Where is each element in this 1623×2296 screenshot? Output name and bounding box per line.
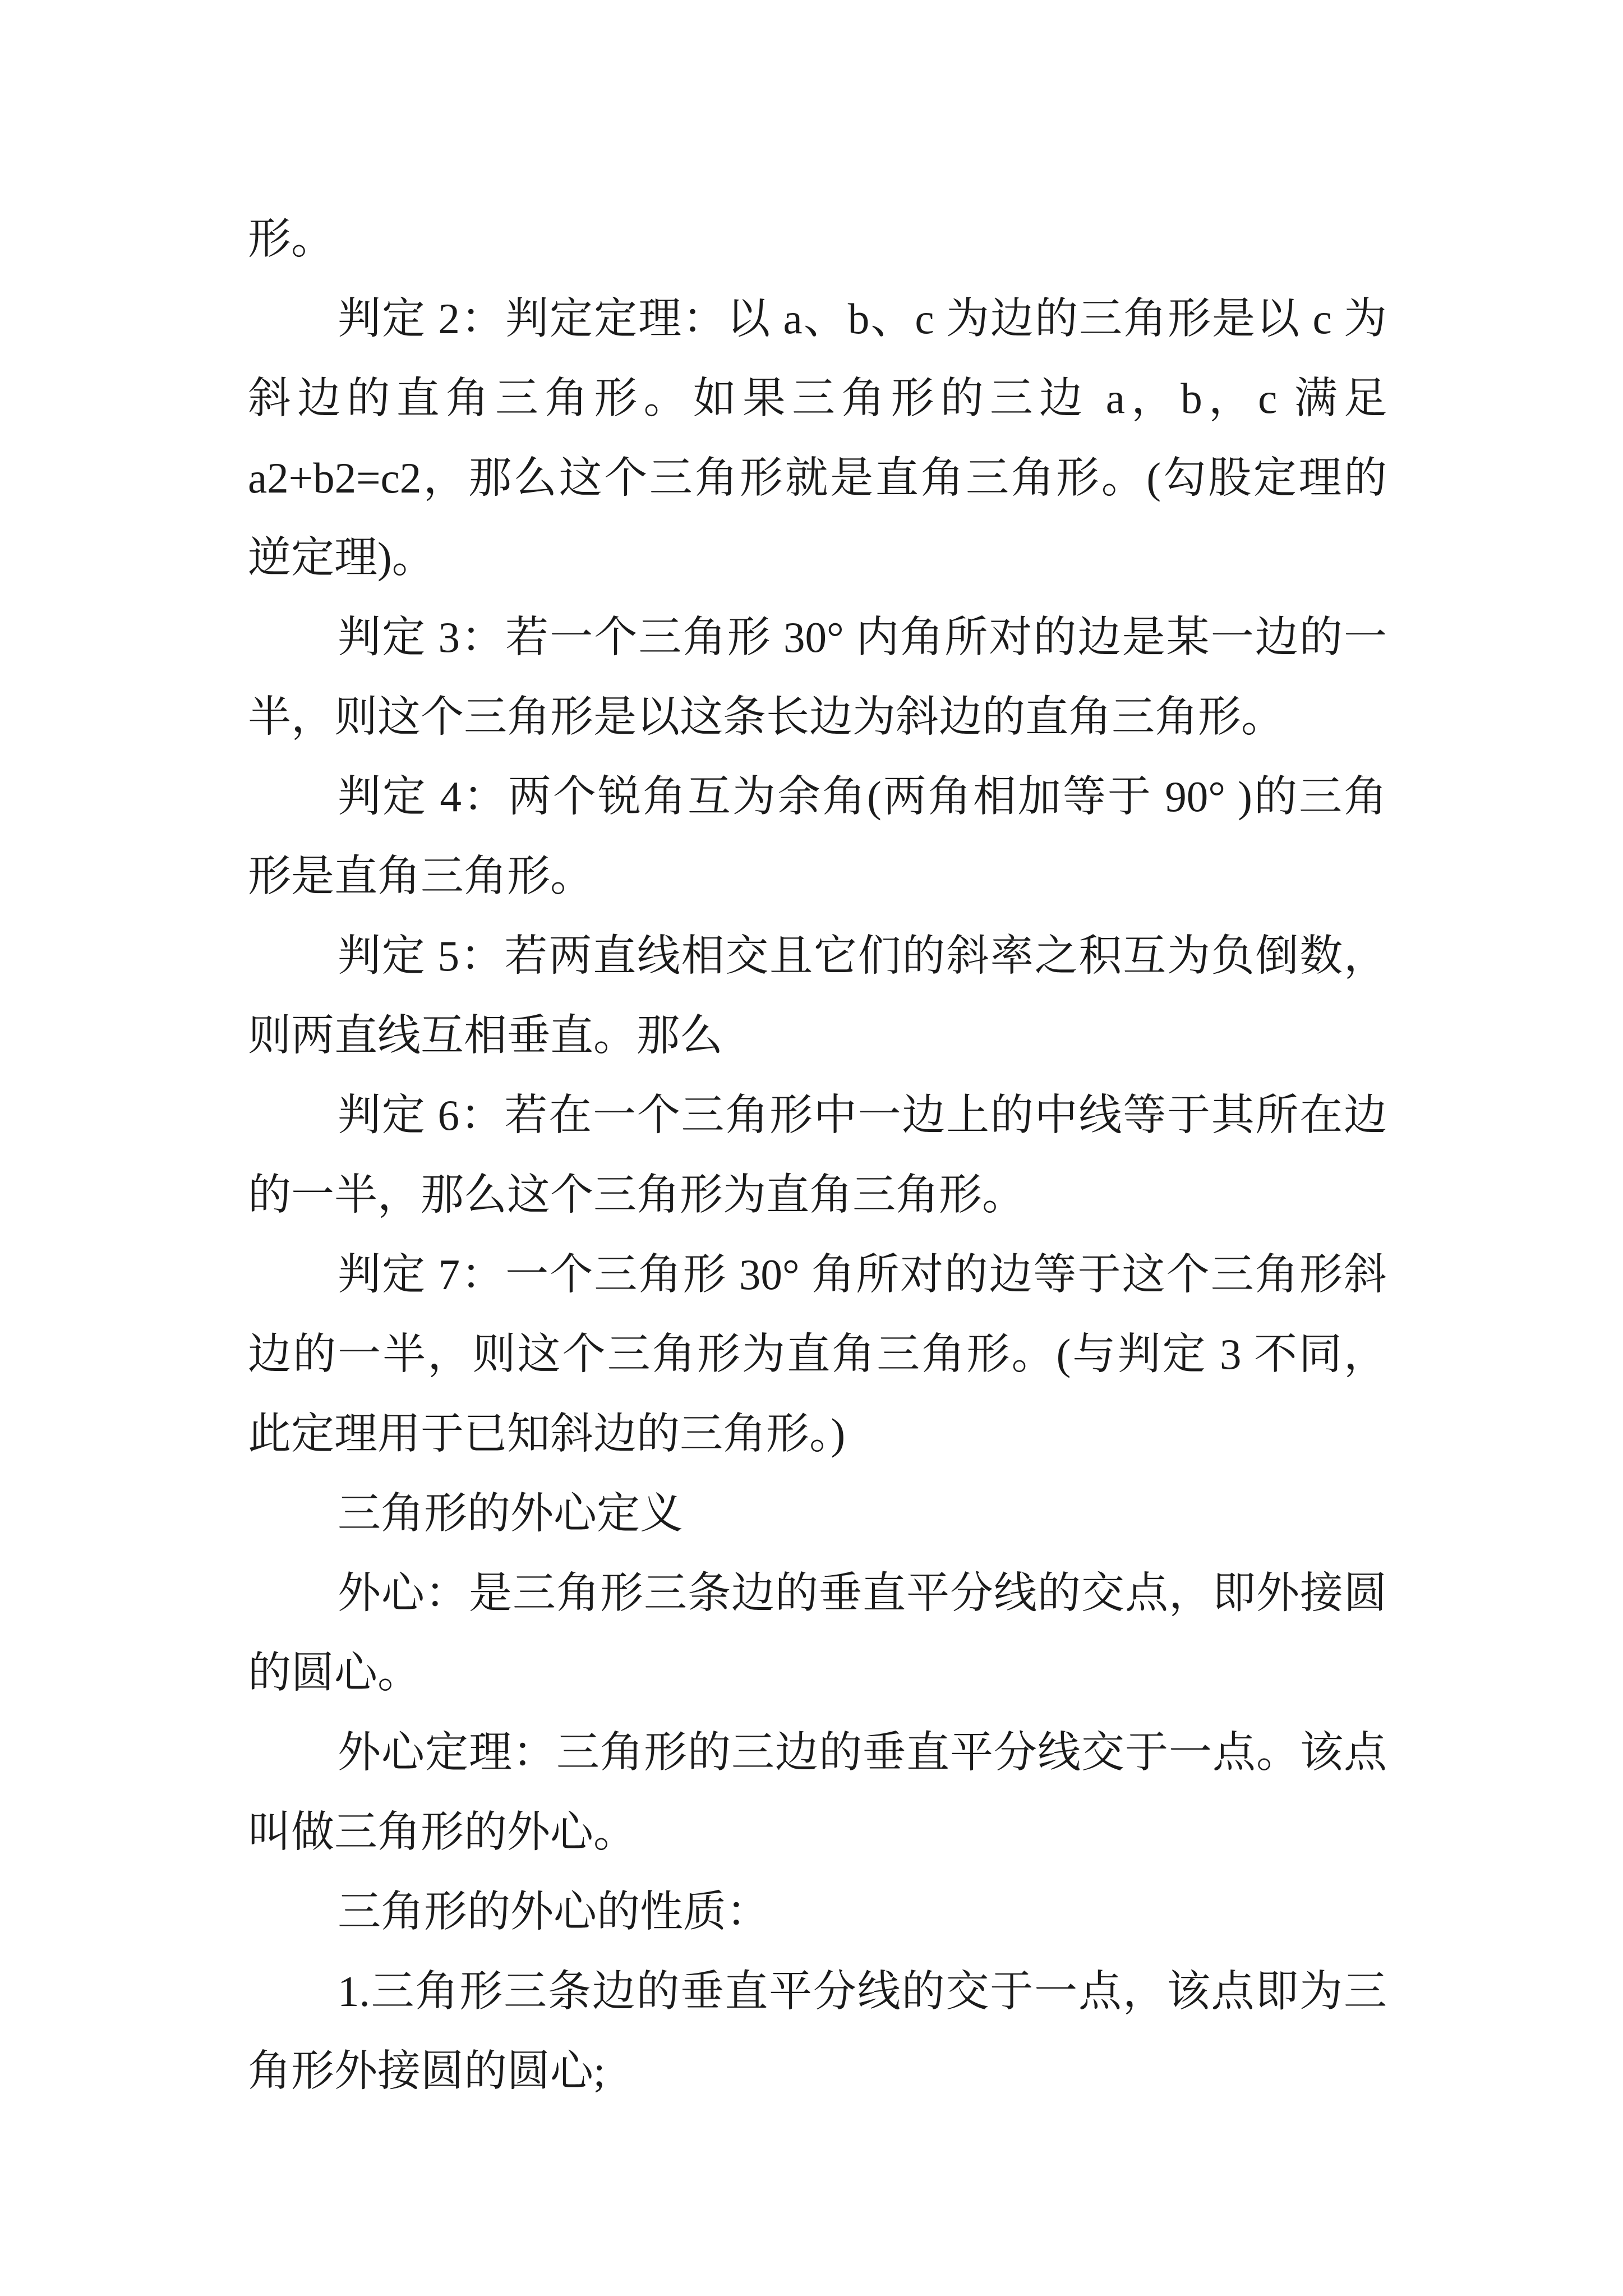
text-line: 叫做三角形的外心。 [248,1808,637,1856]
text-line: 三角形的外心定义 [338,1489,683,1538]
text-line: 形是直角三角形。 [248,852,593,900]
text-line: 形。 [248,215,334,263]
criterion-7-paragraph [248,1235,1387,1474]
text-line: 判定 4：两个锐角互为余角(两角相加等于 90° )的三角 [338,772,1387,821]
text-line: 则两直线互相垂直。那么 [248,1011,723,1060]
text-line: 外心：是三角形三条边的垂直平分线的交点，即外接圆 [338,1569,1387,1617]
text-line: 逆定理)。 [248,533,435,582]
text-line: 判定 5：若两直线相交且它们的斜率之积互为负倒数， [338,932,1387,980]
text-line: 半，则这个三角形是以这条长边为斜边的直角三角形。 [248,693,1284,741]
circumcenter-property-1-paragraph [248,1952,1387,2111]
text-line: 斜边的直角三角形。如果三角形的三边 a，b，c 满足 [248,374,1387,422]
criterion-5-paragraph [248,916,1387,1075]
criterion-2-paragraph [248,279,1387,597]
text-line: 判定 6：若在一个三角形中一边上的中线等于其所在边 [338,1091,1387,1139]
criterion-3-paragraph [248,597,1387,757]
text-line: 此定理用于已知斜边的三角形。) [248,1410,846,1458]
text-line: 的一半，那么这个三角形为直角三角形。 [248,1171,1025,1219]
circumcenter-properties-heading [248,1872,1387,1952]
text-line: 的圆心。 [248,1649,421,1697]
text-line: 判定 2：判定定理：以 a、b、c 为边的三角形是以 c 为 [338,295,1387,343]
circumcenter-theorem-paragraph [248,1713,1387,1872]
text-line: 外心定理：三角形的三边的垂直平分线交于一点。该点 [338,1728,1387,1777]
circumcenter-definition-heading [248,1474,1387,1553]
text-line: a2+b2=c2，那么这个三角形就是直角三角形。(勾股定理的 [248,454,1387,502]
text-line: 判定 3：若一个三角形 30° 内角所对的边是某一边的一 [338,613,1387,661]
continued-paragraph [248,199,1387,279]
text-line: 1.三角形三条边的垂直平分线的交于一点，该点即为三 [338,1967,1387,2016]
text-line: 边的一半，则这个三角形为直角三角形。(与判定 3 不同， [248,1330,1387,1378]
criterion-4-paragraph [248,757,1387,916]
text-line: 判定 7：一个三角形 30° 角所对的边等于这个三角形斜 [338,1250,1387,1299]
document-body [248,199,1387,2111]
text-line: 角形外接圆的圆心; [248,2047,606,2095]
criterion-6-paragraph [248,1075,1387,1235]
text-line: 三角形的外心的性质： [338,1888,769,1936]
circumcenter-definition-paragraph [248,1553,1387,1713]
